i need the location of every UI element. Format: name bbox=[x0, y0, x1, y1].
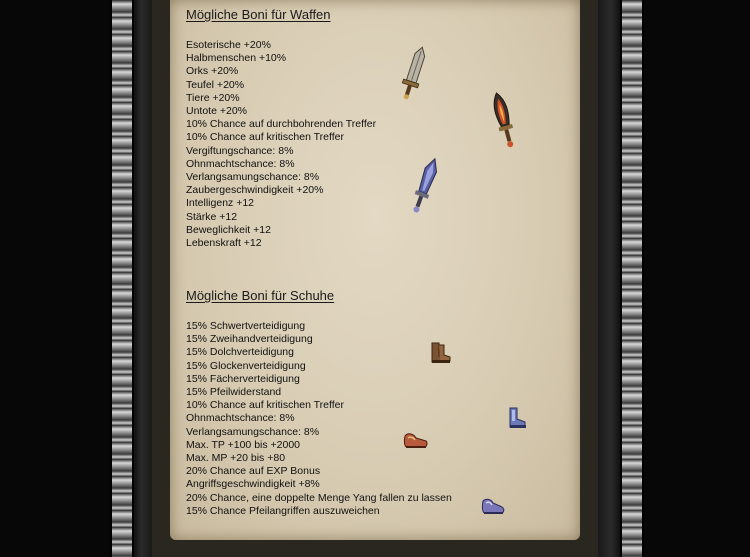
list-item: 15% Dolchverteidigung bbox=[186, 346, 294, 359]
list-item: Max. TP +100 bis +2000 bbox=[186, 438, 301, 451]
crystal-sword-icon bbox=[410, 155, 440, 217]
list-item: 15% Schwertverteidigung bbox=[186, 320, 306, 332]
weapons-bonus-list bbox=[186, 39, 376, 250]
list-item: 20% Chance, eine doppelte Menge Yang fallen zu lassen bbox=[186, 491, 452, 504]
list-item: Verlangsamungschance: 8% bbox=[186, 425, 320, 438]
left-studded-border bbox=[110, 0, 134, 557]
left-background bbox=[0, 0, 112, 557]
list-item: Beweglichkeit +12 bbox=[186, 223, 271, 236]
right-background bbox=[636, 0, 750, 557]
list-item: Max. MP +20 bis +80 bbox=[186, 452, 286, 465]
list-item: 10% Chance auf kritischen Treffer bbox=[186, 131, 344, 144]
list-item: Ohnmachtschance: 8% bbox=[186, 412, 295, 425]
list-item: Stärke +12 bbox=[186, 210, 238, 223]
list-item: Zaubergeschwindigkeit +20% bbox=[186, 184, 324, 197]
list-item: 10% Chance auf durchbohrenden Treffer bbox=[186, 118, 377, 131]
right-frame bbox=[598, 0, 620, 557]
shoes-bonus-list bbox=[186, 320, 452, 518]
list-item: 15% Fächerverteidigung bbox=[186, 372, 300, 385]
weapons-section-title: Mögliche Boni für Waffen bbox=[186, 7, 331, 22]
list-item: 15% Chance Pfeilangriffen auszuweichen bbox=[186, 504, 380, 517]
list-item: Verlangsamungschance: 8% bbox=[186, 171, 320, 184]
purple-shoes-icon bbox=[480, 495, 508, 519]
list-item: Tiere +20% bbox=[186, 91, 240, 104]
list-item: Teufel +20% bbox=[186, 78, 245, 91]
list-item: Untote +20% bbox=[186, 105, 248, 118]
list-item: Vergiftungschance: 8% bbox=[186, 144, 294, 157]
brown-boots-icon bbox=[428, 340, 454, 366]
list-item: Orks +20% bbox=[186, 65, 239, 78]
list-item: 20% Chance auf EXP Bonus bbox=[186, 465, 321, 478]
shoes-section-title: Mögliche Boni für Schuhe bbox=[186, 288, 335, 303]
list-item: Angriffsgeschwindigkeit +8% bbox=[186, 478, 320, 491]
sword-icon bbox=[398, 44, 430, 102]
right-studded-border bbox=[620, 0, 644, 557]
list-item: 15% Pfeilwiderstand bbox=[186, 386, 282, 399]
list-item: Intelligenz +12 bbox=[186, 197, 255, 210]
list-item: 15% Zweihandverteidigung bbox=[186, 333, 313, 346]
list-item: Ohnmachtschance: 8% bbox=[186, 157, 295, 170]
flame-blade-icon bbox=[488, 90, 520, 152]
blue-boots-icon bbox=[505, 405, 531, 431]
red-shoes-icon bbox=[402, 428, 430, 452]
left-frame bbox=[134, 0, 152, 557]
list-item: 15% Glockenverteidigung bbox=[186, 359, 306, 372]
list-item: Lebenskraft +12 bbox=[186, 237, 262, 250]
list-item: Halbmenschen +10% bbox=[186, 52, 287, 65]
list-item: 10% Chance auf kritischen Treffer bbox=[186, 399, 344, 412]
list-item: Esoterische +20% bbox=[186, 39, 271, 51]
